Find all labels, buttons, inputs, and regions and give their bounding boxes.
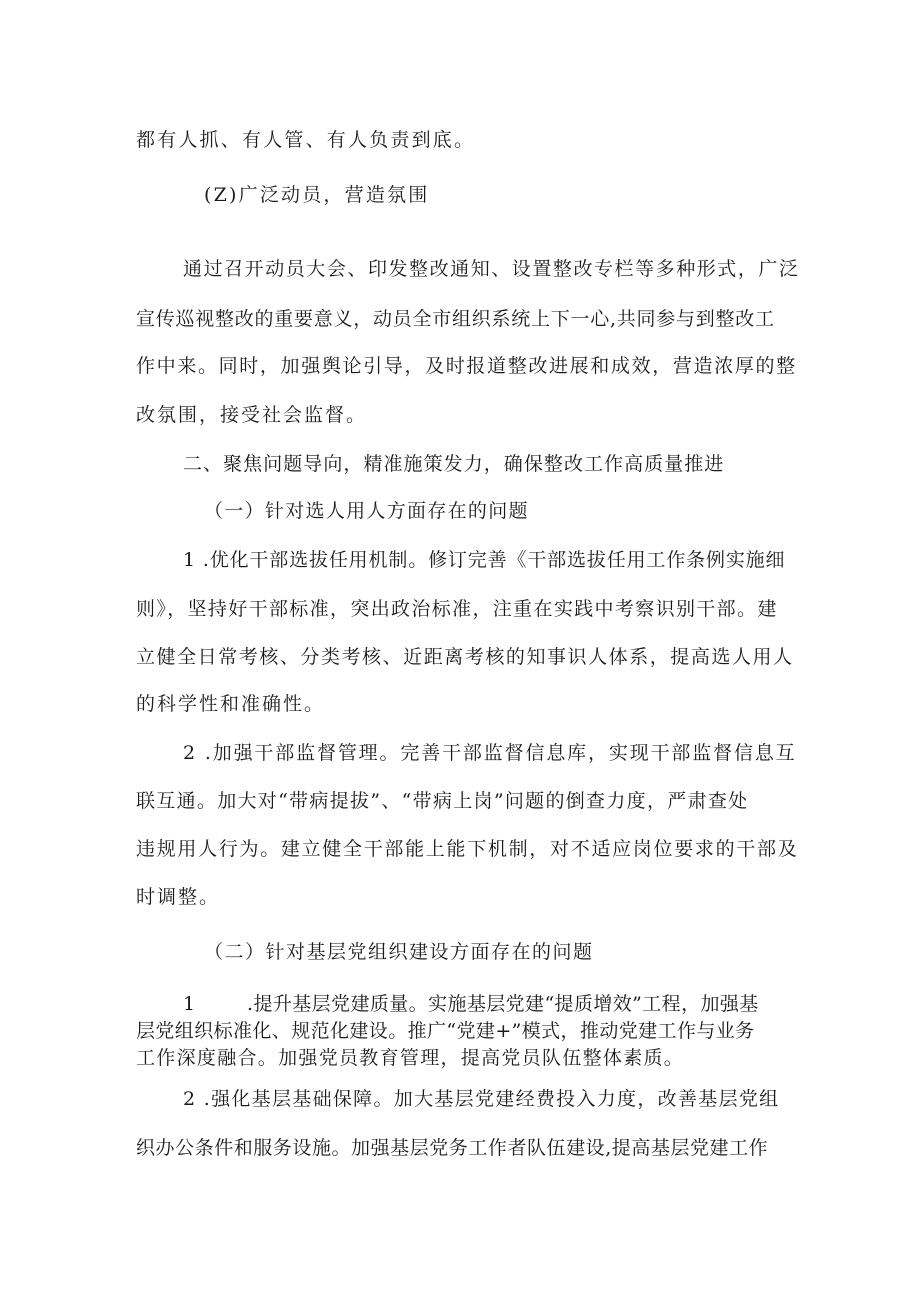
- paragraph-line: 作中来。同时，加强舆论引导，及时报道整改进展和成效，营造浓厚的整: [136, 355, 797, 377]
- paragraph-line: 2 .强化基层基础保障。加大基层党建经费投入力度，改善基层党组: [183, 1088, 780, 1110]
- paragraph-line: 宣传巡视整改的重要意义，动员全市组织系统上下一心,共同参与到整改工: [136, 308, 775, 330]
- paragraph-line: 联互通。加大对“带病提拔”、“带病上岗”问题的倒查力度，严肃查处: [136, 790, 749, 812]
- paragraph-line: 层党组织标准化、规范化建设。推广“党建+”模式，推动党建工作与业务: [136, 1020, 755, 1042]
- paragraph-line: 则》，坚持好干部标准，突出政治标准，注重在实践中考察识别干部。建: [136, 598, 778, 620]
- paragraph-line: 都有人抓、有人管、有人负责到底。: [136, 129, 476, 151]
- paragraph-line: 工作深度融合。加强党员教育管理，提高党员队伍整体素质。: [136, 1047, 685, 1069]
- paragraph-line: 改氛围，接受社会监督。: [136, 404, 368, 426]
- paragraph-line: 1 .优化干部选拔任用机制。修订完善《干部选拔任用工作条例实施细: [183, 549, 786, 571]
- paragraph-line: 通过召开动员大会、印发整改通知、设置整改专栏等多种形式，广泛: [183, 258, 800, 280]
- paragraph-line: 2 .加强干部监督管理。完善干部监督信息库，实现干部监督信息互: [183, 742, 797, 764]
- paragraph-line: 违规用人行为。建立健全干部能上能下机制，对不适应岗位要求的干部及: [136, 838, 799, 860]
- section-heading: （一）针对选人用人方面存在的问题: [204, 500, 529, 522]
- paragraph-line: 的科学性和准确性。: [136, 693, 326, 715]
- section-heading: (Z)广泛动员，营造氛围: [204, 184, 430, 206]
- paragraph-line: 立健全日常考核、分类考核、近距离考核的知事识人体系，提高选人用人: [136, 646, 794, 668]
- chapter-heading: 二、聚焦问题导向，精准施策发力，确保整改工作高质量推进: [183, 453, 725, 475]
- paragraph-line: 时调整。: [136, 886, 221, 908]
- section-heading: （二）针对基层党组织建设方面存在的问题: [204, 941, 594, 963]
- paragraph-line: 织办公条件和服务设施。加强基层党务工作者队伍建设,提高基层党建工作: [136, 1137, 769, 1159]
- paragraph-line: 1 .提升基层党建质量。实施基层党建“提质增效”工程，加强基: [183, 993, 759, 1015]
